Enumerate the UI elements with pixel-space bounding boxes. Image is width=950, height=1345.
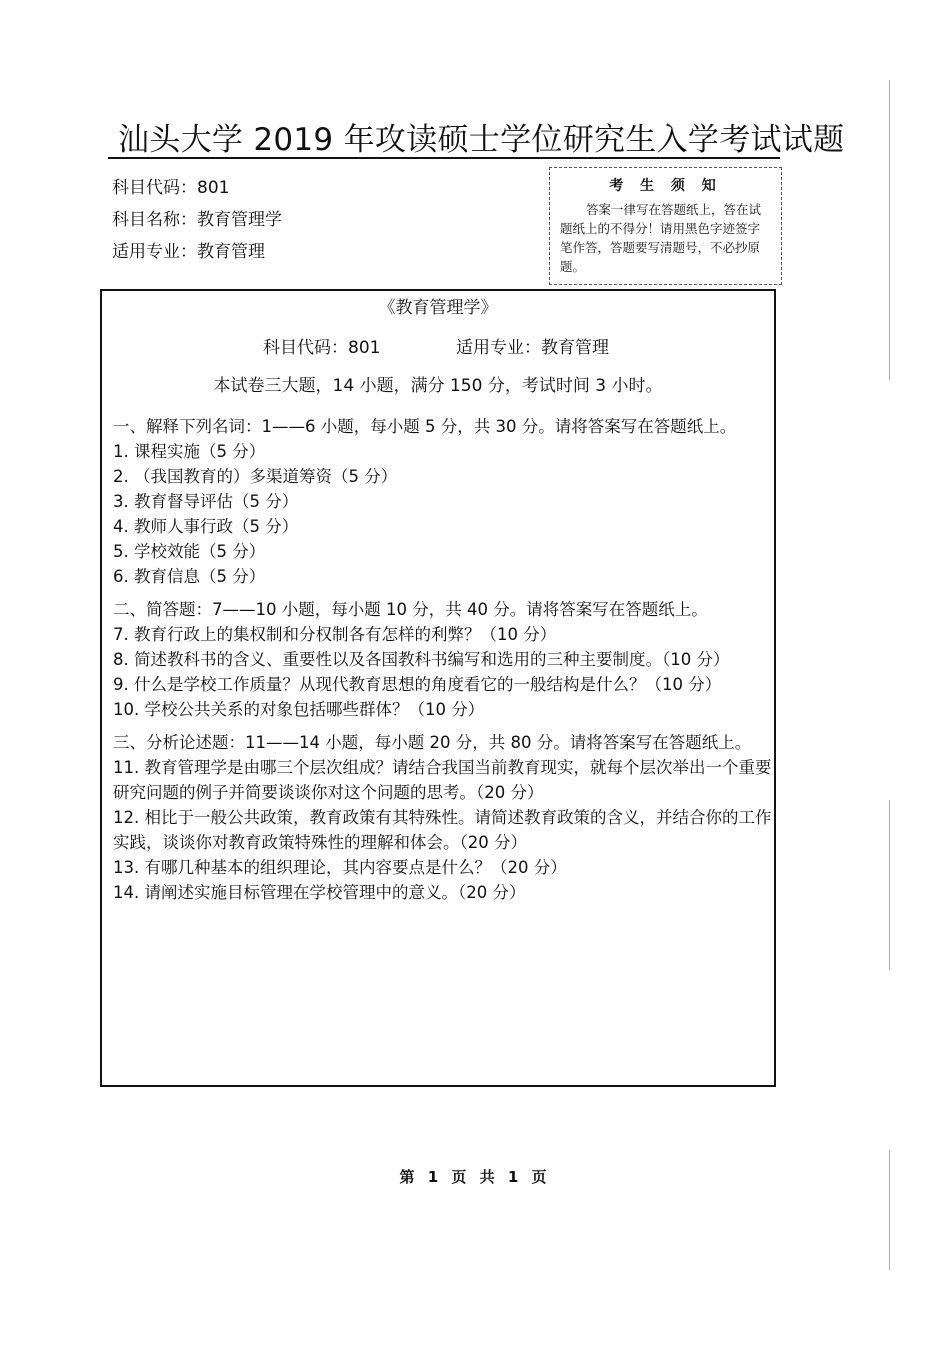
section-2-heading: 二、简答题：7——10 小题，每小题 10 分，共 40 分。请将答案写在答题纸上。: [113, 600, 708, 619]
subject-code: 科目代码：801: [112, 178, 230, 198]
section-3-heading: 三、分析论述题：11——14 小题，每小题 20 分，共 80 分。请将答案写在答题纸上。: [113, 733, 752, 752]
question-item: 1. 课程实施（5 分）: [113, 442, 266, 461]
exam-major-line: 适用专业：教育管理: [456, 338, 609, 358]
question-item: 6. 教育信息（5 分）: [113, 567, 266, 586]
question-item: 5. 学校效能（5 分）: [113, 542, 266, 561]
exam-summary: 本试卷三大题，14 小题，满分 150 分，考试时间 3 小时。: [213, 376, 663, 396]
exam-questions: [113, 414, 775, 905]
question-item: 12. 相比于一般公共政策，教育政策有其特殊性。请简述教育政策的含义，并结合你的工作实践，谈谈你对教育政策特殊性的理解和体会。（20 分）: [113, 808, 772, 852]
scan-edge-mark: [889, 800, 890, 970]
question-item: 2. （我国教育的）多渠道筹资（5 分）: [113, 467, 398, 486]
scan-edge-mark: [889, 1150, 890, 1270]
question-item: 10. 学校公共关系的对象包括哪些群体？（10 分）: [113, 700, 485, 719]
question-item: 11. 教育管理学是由哪三个层次组成？请结合我国当前教育现实，就每个层次举出一个重要研究问题的例子并简要谈谈你对这个问题的思考。（20 分）: [113, 758, 772, 802]
question-item: 8. 简述教科书的含义、重要性以及各国教科书编写和选用的三种主要制度。（10 分）: [113, 650, 730, 669]
notice-title: 考 生 须 知: [609, 178, 722, 194]
candidate-notice-box: [549, 167, 782, 285]
applicable-major: 适用专业：教育管理: [112, 242, 265, 262]
exam-code-line: 科目代码：801: [263, 338, 381, 358]
exam-title: 汕头大学 2019 年攻读硕士学位研究生入学考试试题: [118, 122, 845, 158]
subject-name: 科目名称：教育管理学: [112, 210, 282, 230]
question-item: 3. 教育督导评估（5 分）: [113, 492, 299, 511]
question-item: 9. 什么是学校工作质量？从现代教育思想的角度看它的一般结构是什么？（10 分）: [113, 675, 722, 694]
exam-book-title: 《教育管理学》: [378, 298, 498, 318]
question-item: 7. 教育行政上的集权制和分权制各有怎样的利弊？（10 分）: [113, 625, 557, 644]
title-underline: [108, 157, 780, 159]
question-item: 13. 有哪几种基本的组织理论，其内容要点是什么？（20 分）: [113, 858, 567, 877]
question-item: 14. 请阐述实施目标管理在学校管理中的意义。（20 分）: [113, 883, 526, 902]
section-1-heading: 一、解释下列名词：1——6 小题，每小题 5 分，共 30 分。请将答案写在答题纸上。: [113, 417, 737, 436]
page-number: 第 1 页 共 1 页: [399, 1168, 551, 1186]
scan-edge-mark: [889, 80, 890, 380]
question-item: 4. 教师人事行政（5 分）: [113, 517, 299, 536]
notice-text: 答案一律写在答题纸上，答在试题纸上的不得分！请用黑色字迹签字笔作答，答题要写清题号，不必抄原题。: [560, 202, 762, 274]
